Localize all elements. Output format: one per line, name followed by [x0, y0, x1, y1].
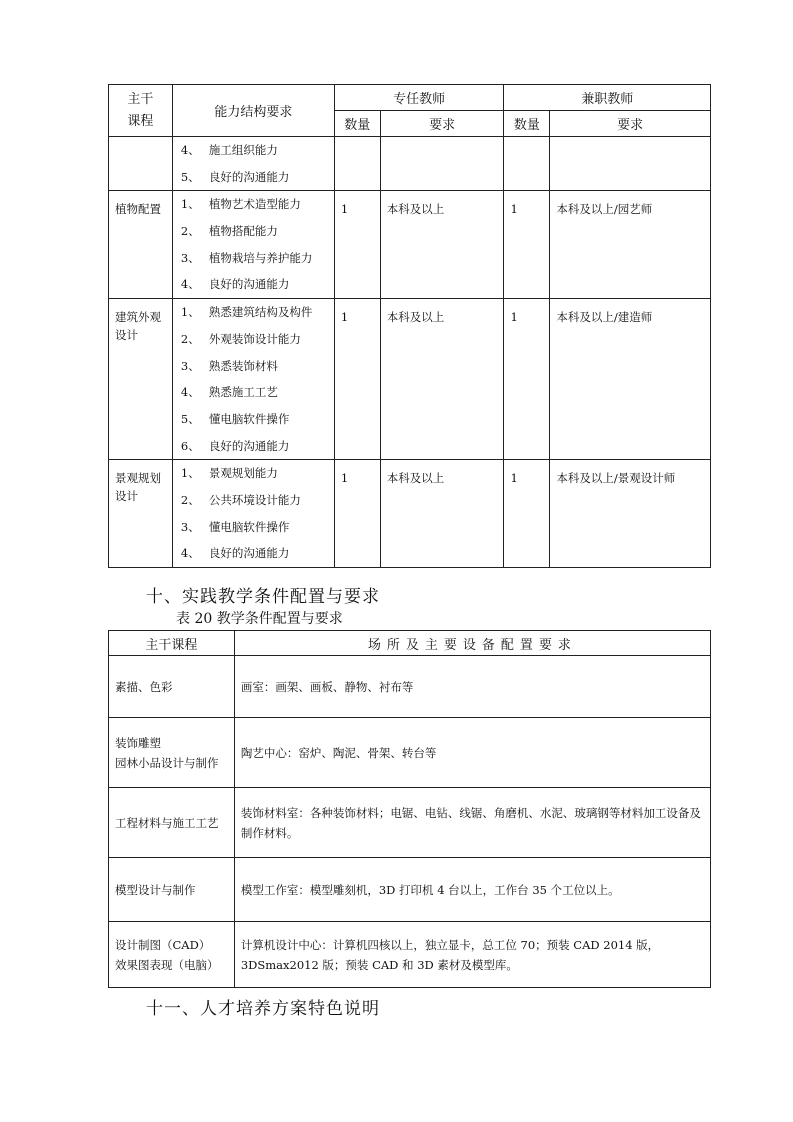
list-item: 5、 懂电脑软件操作	[180, 411, 290, 426]
table-row	[109, 460, 711, 568]
ft-count-cell: 1	[334, 299, 380, 460]
ability-cell	[172, 299, 334, 460]
course-cell: 设计制图（CAD） 效果图表现（电脑）	[109, 922, 235, 988]
table-row	[109, 299, 711, 460]
ft-req-cell: 本科及以上	[380, 191, 504, 299]
list-item: 2、 外观装饰设计能力	[180, 331, 301, 346]
list-item: 3、 懂电脑软件操作	[180, 519, 290, 534]
section-11-heading: 十一、人才培养方案特色说明	[146, 999, 380, 1019]
course-cell: 景观规划设计	[109, 460, 173, 568]
header-ft-req: 要求	[380, 111, 504, 137]
list-item: 4、 熟悉施工工艺	[180, 385, 278, 400]
teacher-requirements-table	[108, 84, 711, 568]
pt-count-cell: 1	[504, 191, 550, 299]
list-item: 1、 熟悉建筑结构及构件	[180, 305, 313, 320]
header-parttime: 兼职教师	[504, 85, 711, 111]
course-cell: 植物配置	[109, 191, 173, 299]
table-row	[109, 922, 711, 988]
list-item: 4、 良好的沟通能力	[180, 277, 290, 292]
list-item: 3、 植物栽培与养护能力	[180, 250, 313, 265]
list-item: 2、 植物搭配能力	[180, 224, 278, 239]
ability-cell	[172, 137, 334, 191]
requirement-cell: 画室：画架、画板、静物、衬布等	[234, 656, 710, 718]
ft-req-cell: 本科及以上	[380, 299, 504, 460]
course-cell	[109, 137, 173, 191]
list-item: 3、 熟悉装饰材料	[180, 358, 278, 373]
ft-count-cell: 1	[334, 191, 380, 299]
pt-count-cell: 1	[504, 460, 550, 568]
header-course: 主干课程	[109, 631, 235, 656]
pt-count-cell	[504, 137, 550, 191]
requirement-cell: 计算机设计中心：计算机四核以上，独立显卡，总工位 70；预装 CAD 2014 版，3DSmax2012 版；预装 CAD 和 3D 素材及模型库。	[234, 922, 710, 988]
ft-count-cell: 1	[334, 460, 380, 568]
ability-cell	[172, 191, 334, 299]
pt-count-cell: 1	[504, 299, 550, 460]
table-row	[109, 788, 711, 858]
table-row	[109, 137, 711, 191]
header-pt-count: 数量	[504, 111, 550, 137]
list-item: 4、 施工组织能力	[180, 143, 278, 157]
list-item: 2、 公共环境设计能力	[180, 492, 301, 507]
course-cell: 素描、色彩	[109, 656, 235, 718]
pt-req-cell: 本科及以上/建造师	[550, 299, 711, 460]
header-course: 主干 课程	[109, 85, 173, 137]
table-row	[109, 858, 711, 922]
table-row	[109, 718, 711, 788]
teaching-conditions-table	[108, 630, 711, 988]
table-row	[109, 191, 711, 299]
requirement-cell: 模型工作室：模型雕刻机，3D 打印机 4 台以上，工作台 35 个工位以上。	[234, 858, 710, 922]
header-ft-count: 数量	[334, 111, 380, 137]
course-cell: 建筑外观设计	[109, 299, 173, 460]
requirement-cell: 装饰材料室：各种装饰材料；电锯、电钻、线锯、角磨机、水泥、玻璃钢等材料加工设备及制作材料。	[234, 788, 710, 858]
list-item: 1、 景观规划能力	[180, 466, 278, 481]
list-item: 6、 良好的沟通能力	[180, 438, 290, 453]
pt-req-cell: 本科及以上/景观设计师	[550, 460, 711, 568]
list-item: 4、 良好的沟通能力	[180, 546, 290, 561]
table-20-caption: 表 20 教学条件配置与要求	[176, 611, 343, 627]
ft-count-cell	[334, 137, 380, 191]
requirement-cell: 陶艺中心：窑炉、陶泥、骨架、转台等	[234, 718, 710, 788]
ft-req-cell: 本科及以上	[380, 460, 504, 568]
ability-cell	[172, 460, 334, 568]
pt-req-cell	[550, 137, 711, 191]
ft-req-cell	[380, 137, 504, 191]
course-cell: 工程材料与施工工艺	[109, 788, 235, 858]
header-pt-req: 要求	[550, 111, 711, 137]
course-cell: 模型设计与制作	[109, 858, 235, 922]
section-10-heading: 十、实践教学条件配置与要求	[146, 587, 380, 607]
header-fulltime: 专任教师	[334, 85, 504, 111]
list-item: 1、 植物艺术造型能力	[180, 197, 301, 212]
pt-req-cell: 本科及以上/园艺师	[550, 191, 711, 299]
course-cell: 装饰雕塑 园林小品设计与制作	[109, 718, 235, 788]
header-requirements: 场所及主要设备配置要求	[234, 631, 710, 656]
table-row	[109, 656, 711, 718]
list-item: 5、 良好的沟通能力	[180, 169, 290, 184]
header-ability: 能力结构要求	[172, 85, 334, 137]
